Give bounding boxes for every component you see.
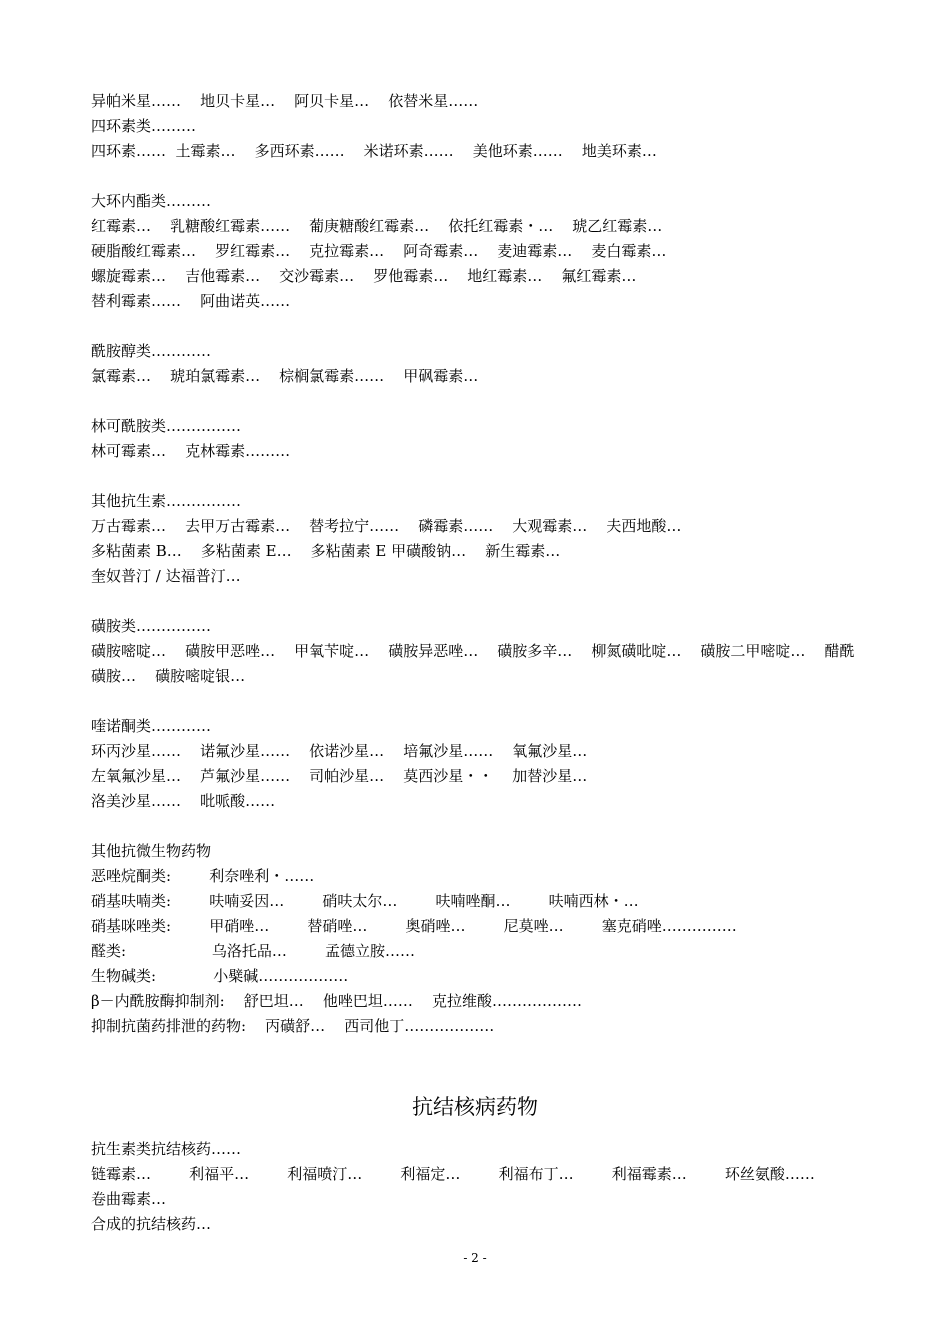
text-line: 四环素类………: [91, 117, 197, 135]
text-line: 酰胺醇类…………: [91, 342, 212, 360]
text-line: 万古霉素… 去甲万古霉素… 替考拉宁…… 磷霉素…… 大观霉素… 夫西地酸…: [91, 517, 682, 535]
text-line: 大环内酯类………: [91, 192, 212, 210]
blank-line: [91, 314, 881, 339]
text-line: 卷曲霉素…: [91, 1190, 167, 1208]
blank-line: [91, 389, 881, 414]
text-line: 替利霉素…… 阿曲诺英……: [91, 292, 291, 310]
text-line: 抗生素类抗结核药……: [91, 1140, 242, 1158]
text-line: 硝基呋喃类: 呋喃妥因… 硝呋太尔… 呋喃唑酮… 呋喃西林・…: [91, 892, 639, 910]
text-line: 磺胺嘧啶… 磺胺甲恶唑… 甲氧苄啶… 磺胺异恶唑… 磺胺多辛… 柳氮磺吡啶… 磺胺二甲嘧啶… 醋酰磺胺… 磺胺嘧啶银…: [91, 642, 855, 685]
text-line: 多粘菌素 B… 多粘菌素 E… 多粘菌素 E 甲磺酸钠… 新生霉素…: [91, 542, 561, 560]
text-line: 合成的抗结核药…: [91, 1215, 212, 1233]
blank-line: [91, 689, 881, 714]
text-line: 奎奴普汀 / 达福普汀…: [91, 567, 241, 585]
text-line: 链霉素… 利福平… 利福喷汀… 利福定… 利福布丁… 利福霉素… 环丝氨酸……: [91, 1165, 815, 1183]
blank-line: [91, 164, 881, 189]
section-heading: 抗结核病药物: [412, 1095, 538, 1119]
text-line: 四环素…… 土霉素… 多西环素…… 米诺环素…… 美他环素…… 地美环素…: [91, 142, 657, 160]
text-line: 其他抗生素……………: [91, 492, 242, 510]
text-line: 螺旋霉素… 吉他霉素… 交沙霉素… 罗他霉素… 地红霉素… 氟红霉素…: [91, 267, 637, 285]
text-line: 环丙沙星…… 诺氟沙星…… 依诺沙星… 培氟沙星…… 氧氟沙星…: [91, 742, 588, 760]
text-line: 抑制抗菌药排泄的药物: 丙磺舒… 西司他丁………………: [91, 1017, 495, 1035]
text-line: 氯霉素… 琥珀氯霉素… 棕榈氯霉素…… 甲砜霉素…: [91, 367, 479, 385]
blank-line: [91, 589, 881, 614]
text-line: 喹诺酮类…………: [91, 717, 212, 735]
text-line: 醛类: 乌洛托品… 孟德立胺……: [91, 942, 416, 960]
document-body-continued: [91, 1137, 881, 1237]
text-line: 磺胺类……………: [91, 617, 212, 635]
text-line: 红霉素… 乳糖酸红霉素…… 葡庚糖酸红霉素… 依托红霉素・… 琥乙红霉素…: [91, 217, 663, 235]
document-body: [91, 89, 881, 1039]
text-line: 硬脂酸红霉素… 罗红霉素… 克拉霉素… 阿奇霉素… 麦迪霉素… 麦白霉素…: [91, 242, 667, 260]
text-line: 恶唑烷酮类: 利奈唑利・……: [91, 867, 315, 885]
text-line: β－内酰胺酶抑制剂: 舒巴坦… 他唑巴坦…… 克拉维酸………………: [91, 992, 582, 1010]
text-line: 硝基咪唑类: 甲硝唑… 替硝唑… 奥硝唑… 尼莫唑… 塞克硝唑……………: [91, 917, 737, 935]
blank-line: [91, 464, 881, 489]
page-number: - 2 -: [463, 1251, 487, 1265]
text-line: 洛美沙星…… 吡哌酸……: [91, 792, 276, 810]
text-line: 生物碱类: 小檗碱………………: [91, 967, 349, 985]
text-line: 其他抗微生物药物: [91, 842, 212, 860]
blank-line: [91, 814, 881, 839]
text-line: 异帕米星…… 地贝卡星… 阿贝卡星… 依替米星……: [91, 92, 479, 110]
text-line: 林可霉素… 克林霉素………: [91, 442, 291, 460]
text-line: 左氧氟沙星… 芦氟沙星…… 司帕沙星… 莫西沙星・・ 加替沙星…: [91, 767, 588, 785]
text-line: 林可酰胺类……………: [91, 417, 242, 435]
